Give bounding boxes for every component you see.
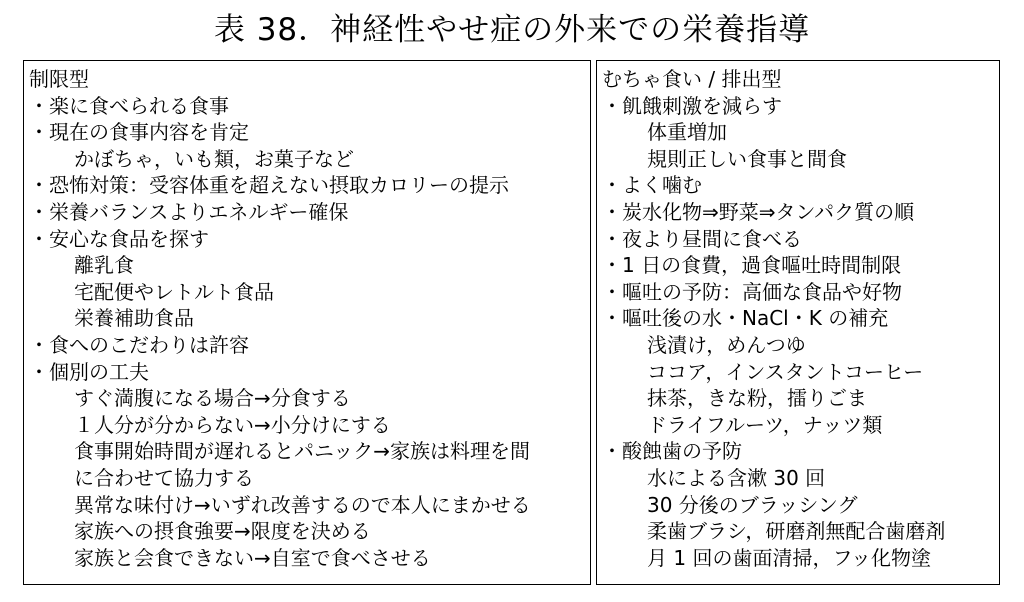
list-item: ・現在の食事内容を肯定 <box>29 120 249 145</box>
panel-heading: 制限型 <box>29 67 89 91</box>
page-title: 表 38．神経性やせ症の外来での栄養指導 <box>213 12 811 48</box>
list-subitem: 月 1 回の歯面清掃，フッ化物塗 <box>647 545 932 570</box>
list-subitem: 宅配便やレトルト食品 <box>74 279 274 304</box>
list-item: ・酸蝕歯の予防 <box>602 439 742 464</box>
list-subitem: ココア，インスタントコーヒー <box>647 359 924 384</box>
list-item: ・食へのこだわりは許容 <box>29 332 249 357</box>
list-item: ・嘔吐の予防：高価な食品や好物 <box>602 279 902 304</box>
binge-purge-type-panel <box>596 60 1000 585</box>
list-item: ・よく噛む <box>602 173 702 198</box>
list-item: ・1 日の食費，過食嘔吐時間制限 <box>602 253 902 278</box>
list-item: ・安心な食品を探す <box>29 226 209 251</box>
list-subitem: かぼちゃ，いも類，お菓子など <box>74 146 354 171</box>
list-item: ・夜より昼間に食べる <box>602 226 802 251</box>
list-subitem: 抹茶，きな粉，擂りごま <box>647 386 867 411</box>
list-subitem: 異常な味付け→いずれ改善するので本人にまかせる <box>74 492 531 517</box>
list-item: ・炭水化物⇒野菜⇒タンパク質の順 <box>602 199 915 224</box>
list-subitem: 柔歯ブラシ，研磨剤無配合歯磨剤 <box>647 519 946 544</box>
list-subitem: 体重増加 <box>647 120 727 145</box>
list-subitem: １人分が分からない→小分けにする <box>74 412 391 437</box>
list-item: ・栄養バランスよりエネルギー確保 <box>29 199 349 224</box>
list-subitem: 規則正しい食事と間食 <box>647 146 847 171</box>
list-subitem: に合わせて協力する <box>74 465 254 490</box>
restrictive-type-panel <box>23 60 591 585</box>
list-item: ・楽に食べられる食事 <box>29 93 229 118</box>
list-subitem: 離乳食 <box>74 253 134 278</box>
list-subitem: 栄養補助食品 <box>74 306 194 331</box>
list-subitem: 浅漬け，めんつゆ <box>647 332 806 357</box>
list-subitem: 家族への摂食強要→限度を決める <box>74 519 371 544</box>
list-subitem: すぐ満腹になる場合→分食する <box>74 386 351 411</box>
list-subitem: 家族と会食できない→自室で食べさせる <box>74 545 431 570</box>
list-item: ・個別の工夫 <box>29 359 149 384</box>
list-item: ・嘔吐後の水・NaCl・K の補充 <box>602 306 889 331</box>
list-item: ・恐怖対策：受容体重を超えない摂取カロリーの提示 <box>29 173 509 198</box>
list-subitem: 30 分後のブラッシング <box>647 492 858 517</box>
list-item: ・飢餓刺激を減らす <box>602 93 782 118</box>
list-subitem: 食事開始時間が遅れるとパニック→家族は料理を間 <box>74 439 530 464</box>
panel-heading: むちゃ食い / 排出型 <box>602 67 782 91</box>
list-subitem: ドライフルーツ，ナッツ類 <box>647 412 883 437</box>
list-subitem: 水による含漱 30 回 <box>647 465 826 490</box>
